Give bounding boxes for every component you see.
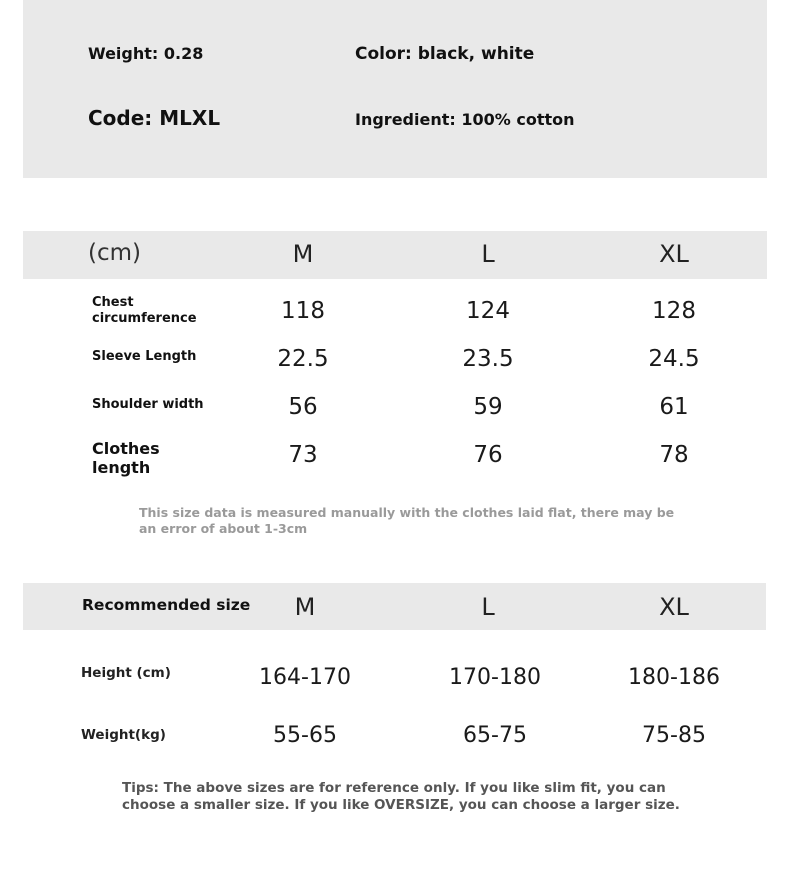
table-cell: 180-186 — [628, 665, 720, 690]
rec-col-m: M — [294, 593, 316, 621]
table-cell: 73 — [288, 442, 318, 468]
measurement-note: This size data is measured manually with the clothes laid flat, there may be an error of about 1-3cm — [139, 505, 675, 536]
table-cell: 24.5 — [648, 346, 700, 372]
rec-col-l: L — [481, 593, 495, 621]
table-cell: 118 — [281, 298, 325, 324]
table-cell: 128 — [652, 298, 696, 324]
table-cell: 56 — [288, 394, 318, 420]
size-col-xl: XL — [659, 240, 689, 268]
row-label-shoulder: Shoulder width — [92, 397, 204, 412]
table-cell: 76 — [473, 442, 503, 468]
product-ingredient: Ingredient: 100% cotton — [355, 110, 575, 129]
table-cell: 22.5 — [277, 346, 329, 372]
table-cell: 164-170 — [259, 665, 351, 690]
product-info-panel — [23, 0, 767, 178]
table-cell: 23.5 — [462, 346, 514, 372]
table-cell: 170-180 — [449, 665, 541, 690]
table-cell: 78 — [659, 442, 689, 468]
product-code: Code: MLXL — [88, 106, 221, 130]
product-color: Color: black, white — [355, 44, 535, 64]
table-cell: 65-75 — [463, 723, 527, 748]
table-cell: 124 — [466, 298, 510, 324]
rec-col-xl: XL — [659, 593, 689, 621]
row-label-chest: Chest circumference — [92, 295, 197, 326]
size-col-m: M — [292, 240, 314, 268]
table-cell: 61 — [659, 394, 689, 420]
size-tips: Tips: The above sizes are for reference only. If you like slim fit, you can choose a smaller size. If you like OVERSIZE, you can choose a larger size. — [122, 780, 680, 813]
rec-row-label-height: Height (cm) — [81, 665, 171, 681]
size-table-unit: (cm) — [88, 240, 141, 266]
table-cell: 55-65 — [273, 723, 337, 748]
row-label-clothes-length: Clothes length — [92, 439, 160, 477]
table-cell: 59 — [473, 394, 503, 420]
product-weight: Weight: 0.28 — [88, 44, 204, 63]
size-col-l: L — [481, 240, 495, 268]
recommended-title: Recommended size — [82, 596, 251, 614]
table-cell: 75-85 — [642, 723, 706, 748]
row-label-sleeve: Sleeve Length — [92, 349, 197, 364]
rec-row-label-weight: Weight(kg) — [81, 727, 166, 743]
